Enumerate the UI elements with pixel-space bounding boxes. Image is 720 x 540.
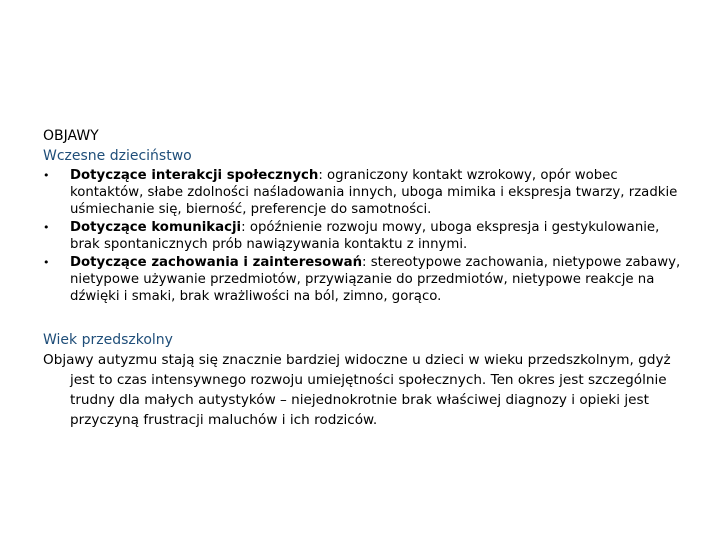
list-item xyxy=(43,219,683,253)
list-item-term: Dotyczące komunikacji xyxy=(70,220,242,235)
symptom-list xyxy=(43,167,683,305)
bullet-icon: • xyxy=(43,256,50,269)
list-item-term: Dotyczące zachowania i zainteresowań xyxy=(70,255,363,270)
slide-content xyxy=(43,126,683,430)
spacer xyxy=(43,306,683,330)
preschool-paragraph: Objawy autyzmu stają się znacznie bardziej widoczne u dzieci w wieku przedszkolnym, gdyż jest to czas intensywnego rozwoju umiejętności społecznych. Ten okres jest szczególnie trudny dla małych autystyków – niejednokrotnie brak właściwej diagnozy i opieki jest przyczyną frustracji maluchów i ich rodziców. xyxy=(43,352,671,428)
list-item-term: Dotyczące interakcji społecznych xyxy=(70,168,319,183)
early-childhood-title: Wczesne dzieciństwo xyxy=(43,148,192,164)
list-item-text: : opóźnienie rozwoju mowy, uboga ekspresja i gestykulowanie, brak spontanicznych prób nawiązywania kontaktu z innymi. xyxy=(70,220,660,252)
list-item-text: : stereotypowe zachowania, nietypowe zabawy, nietypowe używanie przedmiotów, przywiązanie do przedmiotów, nietypowe reakcje na dźwięki i smaki, brak wrażliwości na ból, zimno, gorąco. xyxy=(70,255,681,304)
bullet-icon: • xyxy=(43,169,50,182)
bullet-icon: • xyxy=(43,221,50,234)
list-item xyxy=(43,254,683,305)
list-item-text: : ograniczony kontakt wzrokowy, opór wobec kontaktów, słabe zdolności naśladowania innych, uboga mimika i ekspresja twarzy, rzadkie uśmiechanie się, bierność, preferencje do samotności. xyxy=(70,168,678,217)
list-item xyxy=(43,167,683,218)
preschool-title: Wiek przedszkolny xyxy=(43,332,173,348)
section-heading: OBJAWY xyxy=(43,128,99,144)
